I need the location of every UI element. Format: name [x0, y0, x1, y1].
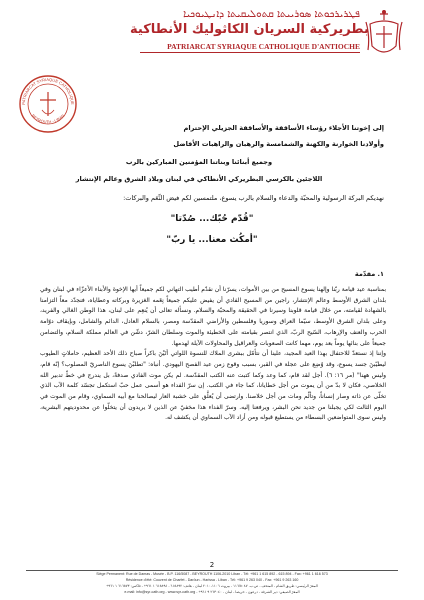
addressee-line-1: إلى إخوتنا الأجلاء رؤساء الأساقفة والأساقفة الجزيلي الإحترام — [183, 124, 384, 132]
letterhead-french-line: PATRIARCAT SYRIAQUE CATHOLIQUE D'ANTIOCHE — [167, 42, 360, 51]
footer-line-2: Résidence d'été: Couvent de Charfet - Darôun - Harissa - Liban - Tél: +961 9 263 040 - Fax: +961 9 263 160 — [125, 578, 299, 582]
addressee-line-3: وجميع أبنائنا وبناتنا المؤمنين المباركين بالرب — [125, 158, 273, 166]
letterhead-arabic-line: بطريركية السريان الكاثوليك الأنطاكية — [130, 22, 369, 37]
letter-body — [40, 285, 386, 424]
motto-line-2: "أمكُث معنا... يا ربّ" — [166, 235, 258, 245]
section-heading: ١. مقدّمة — [354, 270, 384, 278]
patriarchal-crest-icon — [362, 6, 406, 60]
official-stamp-icon — [18, 74, 78, 134]
footer-divider — [26, 570, 398, 571]
footer-line-4: المقرّ الصيفي: دير الشرفة - درعون - حريصا - لبنان - ٢٦٣٠٤٠ ٩ ٩٦١+ - e-mail: info@syr-cath.org - www.syr-cath.org — [124, 590, 300, 594]
stamp-ring-top: PATRIARCAT SYRIAQUE CATHOLIQUE — [20, 76, 76, 105]
body-paragraph: بمناسبة عيد قيامة ربّنا وإلهنا يسوع المسيح من بين الأموات، يسرّنا أن نقدّم أطيب التهاني لكم جميعاً أيها الإخوة والأبناء الأعزّاء في لبنان وفي بلدان الشرق الأوسط وعالم الإنتشار، راجين من المسيح الفادي أن يفيض عليكم جميعاً نِعَمه الغزيرة وبركاته وعطاياه، فنجدّد معاً التزامنا بالشهادة لقيامته، من خلال قيامة قلوبنا وسيرنا في الحقيقة والمحبّة والسلام. ونسأله تعالى أن يُنعِم على لبنان، هذا الوطن الغالي والفريد، وعلى بلدان الشرق الأوسط، سيّما العراق وسوريا وفلسطين والأراضي المقدّسة ومصر، بالسلام العادل، الدائم والشامل، وبإيقاف دوّامة الحرب والعنف والإرهاب، السّيح الربّ، الذي انتصر بقيامته على الخطيئة والموت وسلطان الشرّ، دشّن في العالم مملكة السلام، والتضامن جميعاً على بنائها يوماً بعد يوم، مهما كانت الصعوبات والعراقيل والمحاولات الآيلة لهدمها. — [40, 286, 386, 347]
motto-line-1: "قُدّم حُبّك... صُدّتا" — [170, 214, 254, 224]
page-number: 2 — [209, 561, 215, 569]
addressee-line-2: وأولادنا الخوارنة والكهنة والشمامسة والرهبان والراهبات الأفاضل — [173, 140, 384, 148]
letterhead-divider — [140, 52, 360, 53]
stamp-ring-bottom: BEYROUTH - LIBAN — [30, 113, 66, 125]
letterhead-syriac-line: ܦܛܪܝܪܟܘܬܐ ܣܘܪܝܝܬܐ ܩܬܘܠܝܩܝܬܐ ܕܐܢܛܝܘܟܝܐ — [183, 9, 360, 20]
greeting-intro: نهديكم البركة الرسولية والمحبّة والدعاء والسلام بالرب يسوع، ملتمسين لكم فيض النِّعَم والبركات: — [123, 194, 384, 202]
addressee-line-4: اللاجئين بالكرسي البطريركي الأنطاكي في لبنان وبلاد الشرق وعالم الإنتشار — [75, 175, 323, 183]
footer-line-3: المقرّ الرئيسي: طريق الشام - المتحف - ص.ب. ١١٦/٥٠٨٧ - بيروت ١١٠٦-٢٠١٠ لبنان - هاتف: ٦١٥٨٩٢ - ٦١٥٨٩٤ ١ ٩٦١+ - فاكس: ٦١٦٥٧٣ ١ ٩٦١+ — [106, 584, 318, 588]
footer-line-1: Siège Permanent: Rue de Damas - Musée - B.P. 116/5087 - BEYROUTH 1106-2010 Liban - Tél: +961 1 615 892 - 615 894 - Fax: +961 1 616 573 — [96, 572, 328, 576]
body-paragraph: وإننا إذ نستعدّ للاحتفال بهذا العيد المجيد، علينا أن نتأمّل ببشرى الملاك للنسوة اللواتي أتَيْنَ باكراً صباح ذلك الأحد العظيم، حاملاتٍ الطيوب ليطيّبنَ جسد يسوع، وقد وُضِع على عجلة في القبر، بسبب وقوع زمن عيد الفصح اليهودي. أنباه: "تطلبْنَ يسوع الناصريّ المصلوب؟ إنّه قام، وليس ههنا" (مر ١٦: ٦). أجل لقد قام، كما وعد وكما كتبت عنه الكتب المقدّسة. لم يكن موت الفادي صدفةً، بل يندرج في خطّ تدبير الله الخلاصي، فكان لا بدّ من أن يموت من أجل خطايانا، كما جاء في الكتب. إن سرّ الفداء هو أسمى عمل حبّ استكمل تجسّد كلمة الآب الذي تخلّى عن ذاته وصار إنساناً، وتألّم ومات من أجل خلاصنا. وارتضى أن يُعلَّق على خشبة العار ليصالحنا مع أبيه السماوي، وقام من الموت في اليوم الثالث لكي يجبلنا من جديد نحن البشر، ويرفعنا إليه. وسرّ الفداء هذا مخفيّ عن الذين لا يريدون أن يتخلّوا عن محدوديتهم البشرية، وليس سوى المتواضعين البسطاء من يستطيع قبوله ومن أراد الآب السماوي أن يكشف له. — [40, 350, 386, 422]
